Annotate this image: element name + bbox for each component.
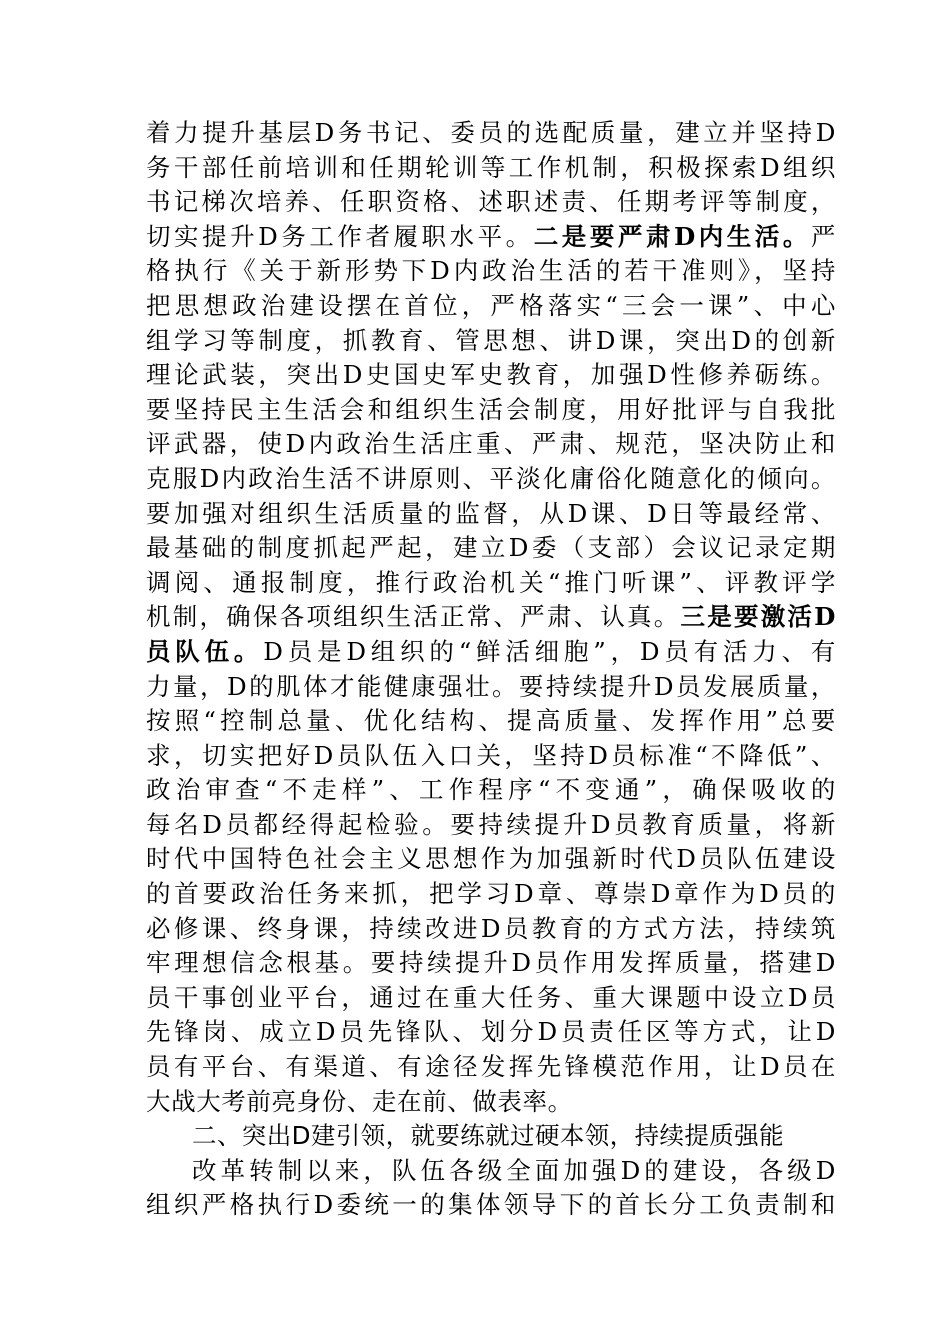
text-segment: 严 xyxy=(810,221,837,251)
text-segment: 最基础的制度抓起严起，建立D委（支部）会议记录定期 xyxy=(146,533,836,563)
paragraph-line xyxy=(146,704,836,739)
document-body xyxy=(146,116,836,1223)
text-segment: 力量，D的肌体才能健康强壮。要持续提升D员发展质量， xyxy=(146,671,836,701)
paragraph-line xyxy=(146,877,836,912)
paragraph-line xyxy=(146,566,836,601)
paragraph-line xyxy=(146,220,836,255)
paragraph-line xyxy=(146,912,836,947)
paragraph-line xyxy=(146,531,836,566)
text-segment: 着力提升基层D务书记、委员的选配质量，建立并坚持D xyxy=(146,118,836,147)
paragraph-line xyxy=(146,393,836,428)
paragraph-line xyxy=(146,773,836,808)
text-segment: 切实提升D务工作者履职水平。 xyxy=(146,221,534,251)
bold-text-segment: 二是要严肃D内生活。 xyxy=(533,221,811,251)
text-segment: 组学习等制度，抓教育、管思想、讲D课，突出D的创新 xyxy=(146,325,836,355)
text-segment: 克服D内政治生活不讲原则、平淡化庸俗化随意化的倾向。 xyxy=(146,463,836,493)
text-segment: 书记梯次培养、任职资格、述职述责、任期考评等制度， xyxy=(146,187,836,217)
bold-text-segment: 三是要激活D xyxy=(680,602,836,632)
paragraph-line xyxy=(146,600,836,635)
paragraph-line: 组织严格执行D委统一的集体领导下的首长分工负责制和 xyxy=(146,1190,836,1220)
text-segment: 员干事创业平台，通过在重大任务、重大课题中设立D员 xyxy=(146,982,836,1012)
text-segment: 格执行《关于新形势下D内政治生活的若干准则》，坚持 xyxy=(146,256,836,286)
paragraph-line xyxy=(146,497,836,532)
bold-text-segment: 员队伍。 xyxy=(146,636,264,666)
text-segment: 按照“控制总量、优化结构、提高质量、发挥作用”总要 xyxy=(146,706,836,736)
text-segment: 评武器，使D内政治生活庄重、严肃、规范，坚决防止和 xyxy=(146,429,836,459)
paragraph-line xyxy=(146,1050,836,1085)
paragraph-line xyxy=(146,427,836,462)
text-segment: 求，切实把好D员队伍入口关，坚持D员标准“不降低”、 xyxy=(146,740,836,770)
section-heading: 二、突出D建引领，就要练就过硬本领，持续提质强能 xyxy=(192,1121,784,1151)
text-segment: 政治审查“不走样”、工作程序“不变通”，确保吸收的 xyxy=(146,775,836,805)
paragraph-line xyxy=(146,946,836,981)
text-segment: 每名D员都经得起检验。要持续提升D员教育质量，将新 xyxy=(146,809,836,839)
paragraph-line xyxy=(146,635,836,670)
text-segment: 大战大考前亮身份、走在前、做表率。 xyxy=(146,1086,573,1116)
text-segment: 理论武装，突出D史国史军史教育，加强D性修养砺练。 xyxy=(146,360,836,390)
text-segment: 务干部任前培训和任期轮训等工作机制，积极探索D组织 xyxy=(146,152,836,182)
text-segment: 必修课、终身课，持续改进D员教育的方式方法，持续筑 xyxy=(146,913,836,943)
paragraph-line xyxy=(146,1085,836,1120)
paragraph-line xyxy=(146,1015,836,1050)
paragraph-line xyxy=(146,808,836,843)
paragraph-line: 改革转制以来，队伍各级全面加强D的建设，各级D xyxy=(192,1155,836,1185)
text-segment: D员是D组织的“鲜活细胞”，D员有活力、有 xyxy=(263,636,837,666)
text-segment: 调阅、通报制度，推行政治机关“推门听课”、评教评学 xyxy=(146,567,836,597)
text-segment: 机制，确保各项组织生活正常、严肃、认真。 xyxy=(146,602,681,632)
paragraph-line xyxy=(146,185,836,220)
paragraph-line xyxy=(146,739,836,774)
text-segment: 员有平台、有渠道、有途径发挥先锋模范作用，让D员在 xyxy=(146,1052,836,1082)
paragraph-line xyxy=(146,842,836,877)
paragraph-line xyxy=(146,358,836,393)
text-segment: 时代中国特色社会主义思想作为加强新时代D员队伍建设 xyxy=(146,844,836,874)
paragraph-1 xyxy=(146,116,836,1119)
paragraph-line xyxy=(146,254,836,289)
paragraph-line xyxy=(146,151,836,186)
paragraph-line xyxy=(146,116,836,151)
paragraph-line xyxy=(146,289,836,324)
text-segment: 把思想政治建设摆在首位，严格落实“三会一课”、中心 xyxy=(146,290,836,320)
paragraph-line xyxy=(146,324,836,359)
text-segment: 要坚持民主生活会和组织生活会制度，用好批评与自我批 xyxy=(146,394,836,424)
text-segment: 牢理想信念根基。要持续提升D员作用发挥质量，搭建D xyxy=(146,948,836,978)
text-segment: 先锋岗、成立D员先锋队、划分D员责任区等方式，让D xyxy=(146,1017,836,1047)
paragraph-line xyxy=(146,670,836,705)
text-segment: 的首要政治任务来抓，把学习D章、尊崇D章作为D员的 xyxy=(146,879,836,909)
paragraph-2 xyxy=(146,1154,836,1223)
paragraph-line xyxy=(146,981,836,1016)
paragraph-line xyxy=(146,462,836,497)
text-segment: 要加强对组织生活质量的监督，从D课、D日等最经常、 xyxy=(146,498,836,528)
